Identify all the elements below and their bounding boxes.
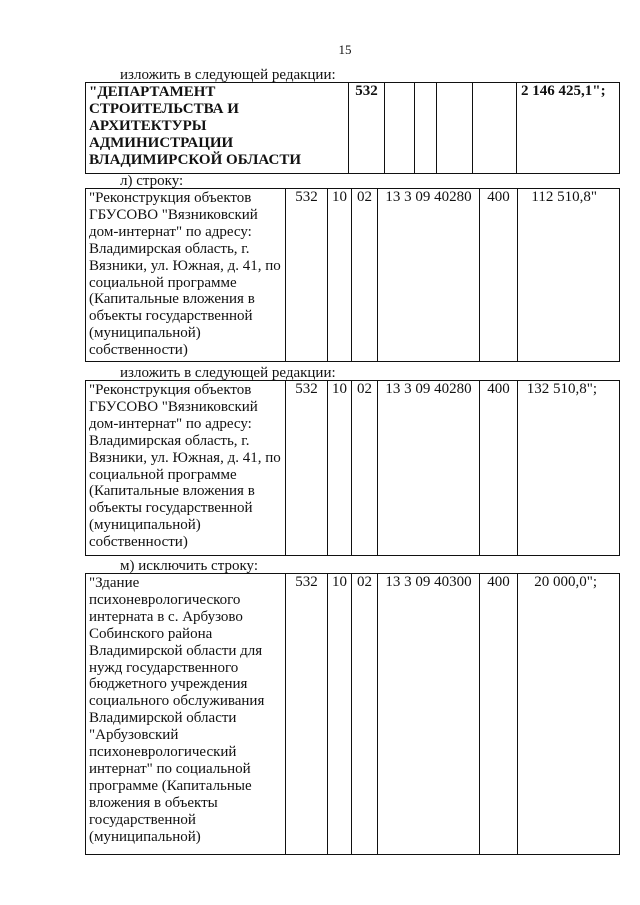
amount-cell: 2 146 425,1";: [517, 83, 620, 174]
table-row-old: [85, 188, 620, 362]
table-row-department: [85, 82, 620, 174]
row-name-cell: [86, 189, 286, 362]
section-cell: 10: [328, 189, 352, 362]
amount-cell: 132 510,8";: [518, 381, 620, 556]
instruction-text: м) исключить строку:: [120, 558, 258, 574]
row-name: "ДЕПАРТАМЕНТ СТРОИТЕЛЬСТВА И АРХИТЕКТУРЫ АДМИНИСТРАЦИИ ВЛАДИМИРСКОЙ ОБЛАСТИ: [89, 84, 301, 168]
instruction-text: изложить в следующей редакции:: [120, 365, 336, 381]
subsection-cell: [415, 83, 437, 174]
subsection-cell: 02: [352, 574, 378, 855]
amount-cell: 20 000,0";: [518, 574, 620, 855]
row-name: "Здание психоневрологического интерната в с. Арбузово Собинского района Владимирской области для нужд государственного бюджетного учреждения социального обслуживания Владимирской области "Арбузовский психоневрологический интернат" по социальной программе (Капитальные вложения в объекты государственной (муниципальной): [89, 575, 265, 845]
expense-type-cell: 400: [480, 381, 518, 556]
subsection-cell: 02: [352, 381, 378, 556]
page-number: 15: [338, 42, 352, 57]
expense-type-cell: 400: [480, 574, 518, 855]
table-row-new: [85, 380, 620, 556]
row-name: "Реконструкция объектов ГБУСОВО "Вязниковский дом-интернат" по адресу: Владимирская область, г. Вязники, ул. Южная, д. 41, по социальной программе (Капитальные вложения в объекты государственной (муниципальной) собственности): [89, 382, 281, 551]
article-cell: 13 3 09 40280: [378, 189, 480, 362]
code-cell: 532: [349, 83, 385, 174]
code-cell: 532: [286, 381, 328, 556]
article-cell: [437, 83, 473, 174]
section-cell: 10: [328, 574, 352, 855]
article-cell: 13 3 09 40300: [378, 574, 480, 855]
article-cell: 13 3 09 40280: [378, 381, 480, 556]
instruction-text: л) строку:: [120, 173, 184, 189]
instruction-text: изложить в следующей редакции:: [120, 67, 336, 83]
section-cell: 10: [328, 381, 352, 556]
row-name-cell: [86, 574, 286, 855]
subsection-cell: 02: [352, 189, 378, 362]
table-row-excluded: [85, 573, 620, 855]
expense-type-cell: [473, 83, 517, 174]
expense-type-cell: 400: [480, 189, 518, 362]
code-cell: 532: [286, 189, 328, 362]
code-cell: 532: [286, 574, 328, 855]
row-name-cell: [86, 83, 349, 174]
amount-cell: 112 510,8": [518, 189, 620, 362]
section-cell: [385, 83, 415, 174]
row-name-cell: [86, 381, 286, 556]
row-name: "Реконструкция объектов ГБУСОВО "Вязниковский дом-интернат" по адресу: Владимирская область, г. Вязники, ул. Южная, д. 41, по социальной программе (Капитальные вложения в объекты государственной (муниципальной) собственности): [89, 190, 281, 359]
